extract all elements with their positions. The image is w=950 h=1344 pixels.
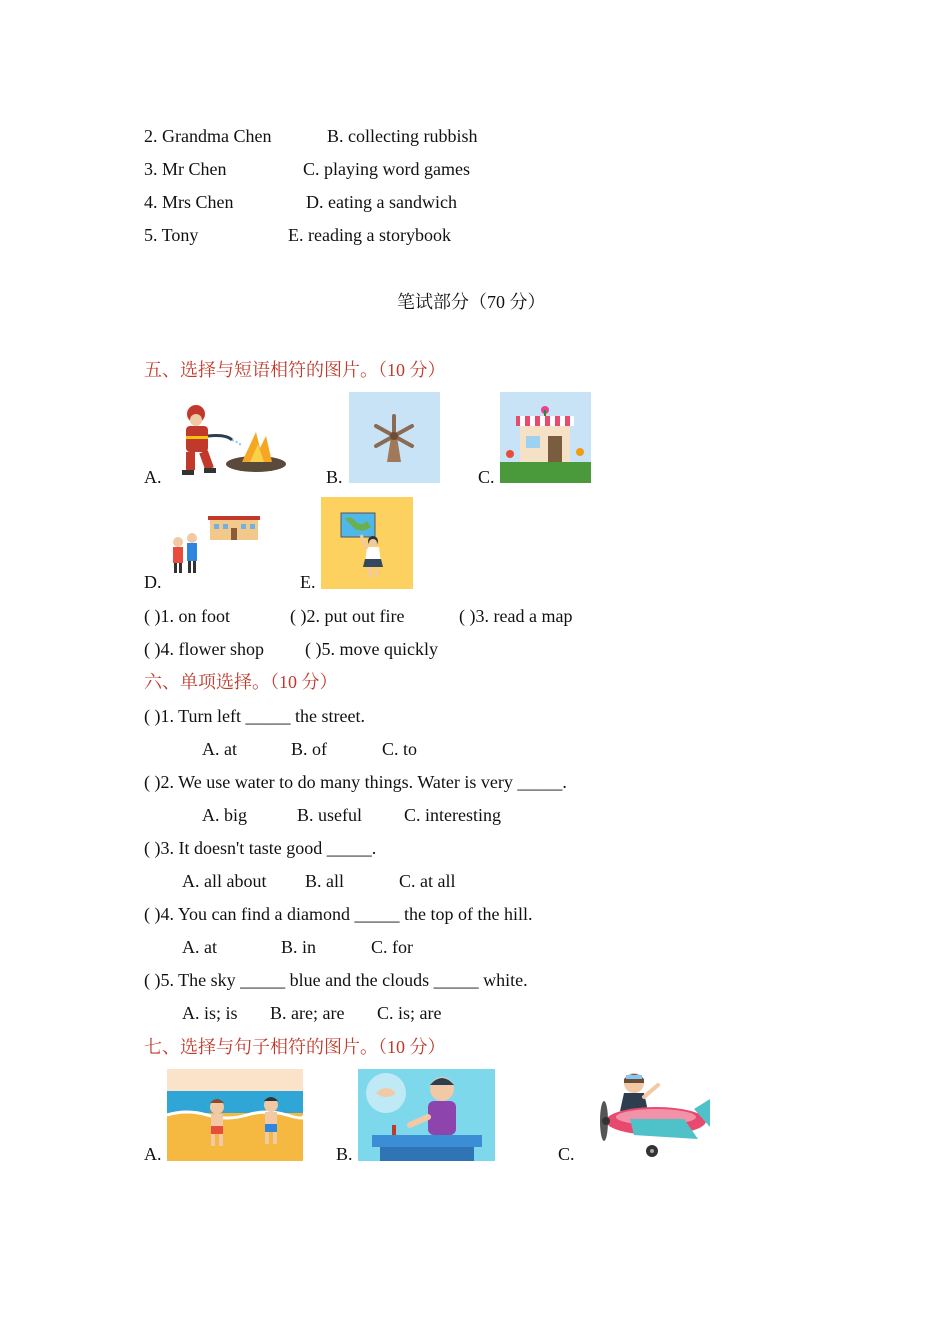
question-3-option-b: B. all <box>305 871 344 891</box>
question-1-option-b: B. of <box>291 739 327 759</box>
section5-item-1: ( )1. on foot <box>144 606 230 626</box>
question-5-option-a: A. is; is <box>182 1003 238 1023</box>
question-5-option-b: B. are; are <box>270 1003 345 1023</box>
question-3-option-c: C. at all <box>399 871 456 891</box>
firefighter-fire-icon <box>168 398 290 480</box>
section5-letter-b: B. <box>326 467 343 487</box>
question-1-option-c: C. to <box>382 739 418 759</box>
section5-item-4: ( )4. flower shop <box>144 639 264 659</box>
question-2-stem: ( )2. We use water to do many things. Water is very _____. <box>144 772 567 792</box>
windmill-icon <box>349 392 440 483</box>
question-5-option-c: C. is; are <box>377 1003 442 1023</box>
section5-heading: 五、选择与短语相符的图片。（10 分） <box>144 360 446 380</box>
girl-reading-map-icon <box>321 497 413 589</box>
question-3-option-a: A. all about <box>182 871 267 891</box>
section5-letter-e: E. <box>300 572 316 592</box>
question-1-stem: ( )1. Turn left _____ the street. <box>144 706 365 726</box>
matching-right-b: B. collecting rubbish <box>327 126 478 146</box>
written-part-title: 笔试部分（70 分） <box>397 292 546 312</box>
matching-left-4: 4. Mrs Chen <box>144 192 234 212</box>
section6-heading: 六、单项选择。（10 分） <box>144 672 338 692</box>
question-1-option-a: A. at <box>202 739 237 759</box>
matching-left-3: 3. Mr Chen <box>144 159 227 179</box>
section5-item-2: ( )2. put out fire <box>290 606 405 626</box>
matching-right-e: E. reading a storybook <box>288 225 451 245</box>
section5-letter-a: A. <box>144 467 162 487</box>
flower-shop-icon <box>500 392 591 483</box>
question-4-option-c: C. for <box>371 937 413 957</box>
question-4-option-a: A. at <box>182 937 217 957</box>
section7-letter-b: B. <box>336 1144 353 1164</box>
question-5-stem: ( )5. The sky _____ blue and the clouds _____ white. <box>144 970 528 990</box>
section7-heading: 七、选择与句子相符的图片。（10 分） <box>144 1037 446 1057</box>
matching-right-c: C. playing word games <box>303 159 470 179</box>
question-2-option-c: C. interesting <box>404 805 501 825</box>
question-4-option-b: B. in <box>281 937 317 957</box>
matching-left-2: 2. Grandma Chen <box>144 126 272 146</box>
question-2-option-b: B. useful <box>297 805 362 825</box>
pilot-airplane-icon <box>594 1069 714 1161</box>
section7-letter-a: A. <box>144 1144 162 1164</box>
question-4-stem: ( )4. You can find a diamond _____ the top of the hill. <box>144 904 533 924</box>
section5-letter-d: D. <box>144 572 162 592</box>
children-walking-school-icon <box>166 512 262 578</box>
kids-running-beach-icon <box>167 1069 303 1161</box>
matching-right-d: D. eating a sandwich <box>306 192 457 212</box>
section5-item-5: ( )5. move quickly <box>305 639 438 659</box>
question-3-stem: ( )3. It doesn't taste good _____. <box>144 838 377 858</box>
section7-letter-c: C. <box>558 1144 575 1164</box>
boy-washing-hands-icon <box>358 1069 495 1161</box>
section5-item-3: ( )3. read a map <box>459 606 573 626</box>
section5-letter-c: C. <box>478 467 495 487</box>
question-2-option-a: A. big <box>202 805 247 825</box>
matching-left-5: 5. Tony <box>144 225 199 245</box>
